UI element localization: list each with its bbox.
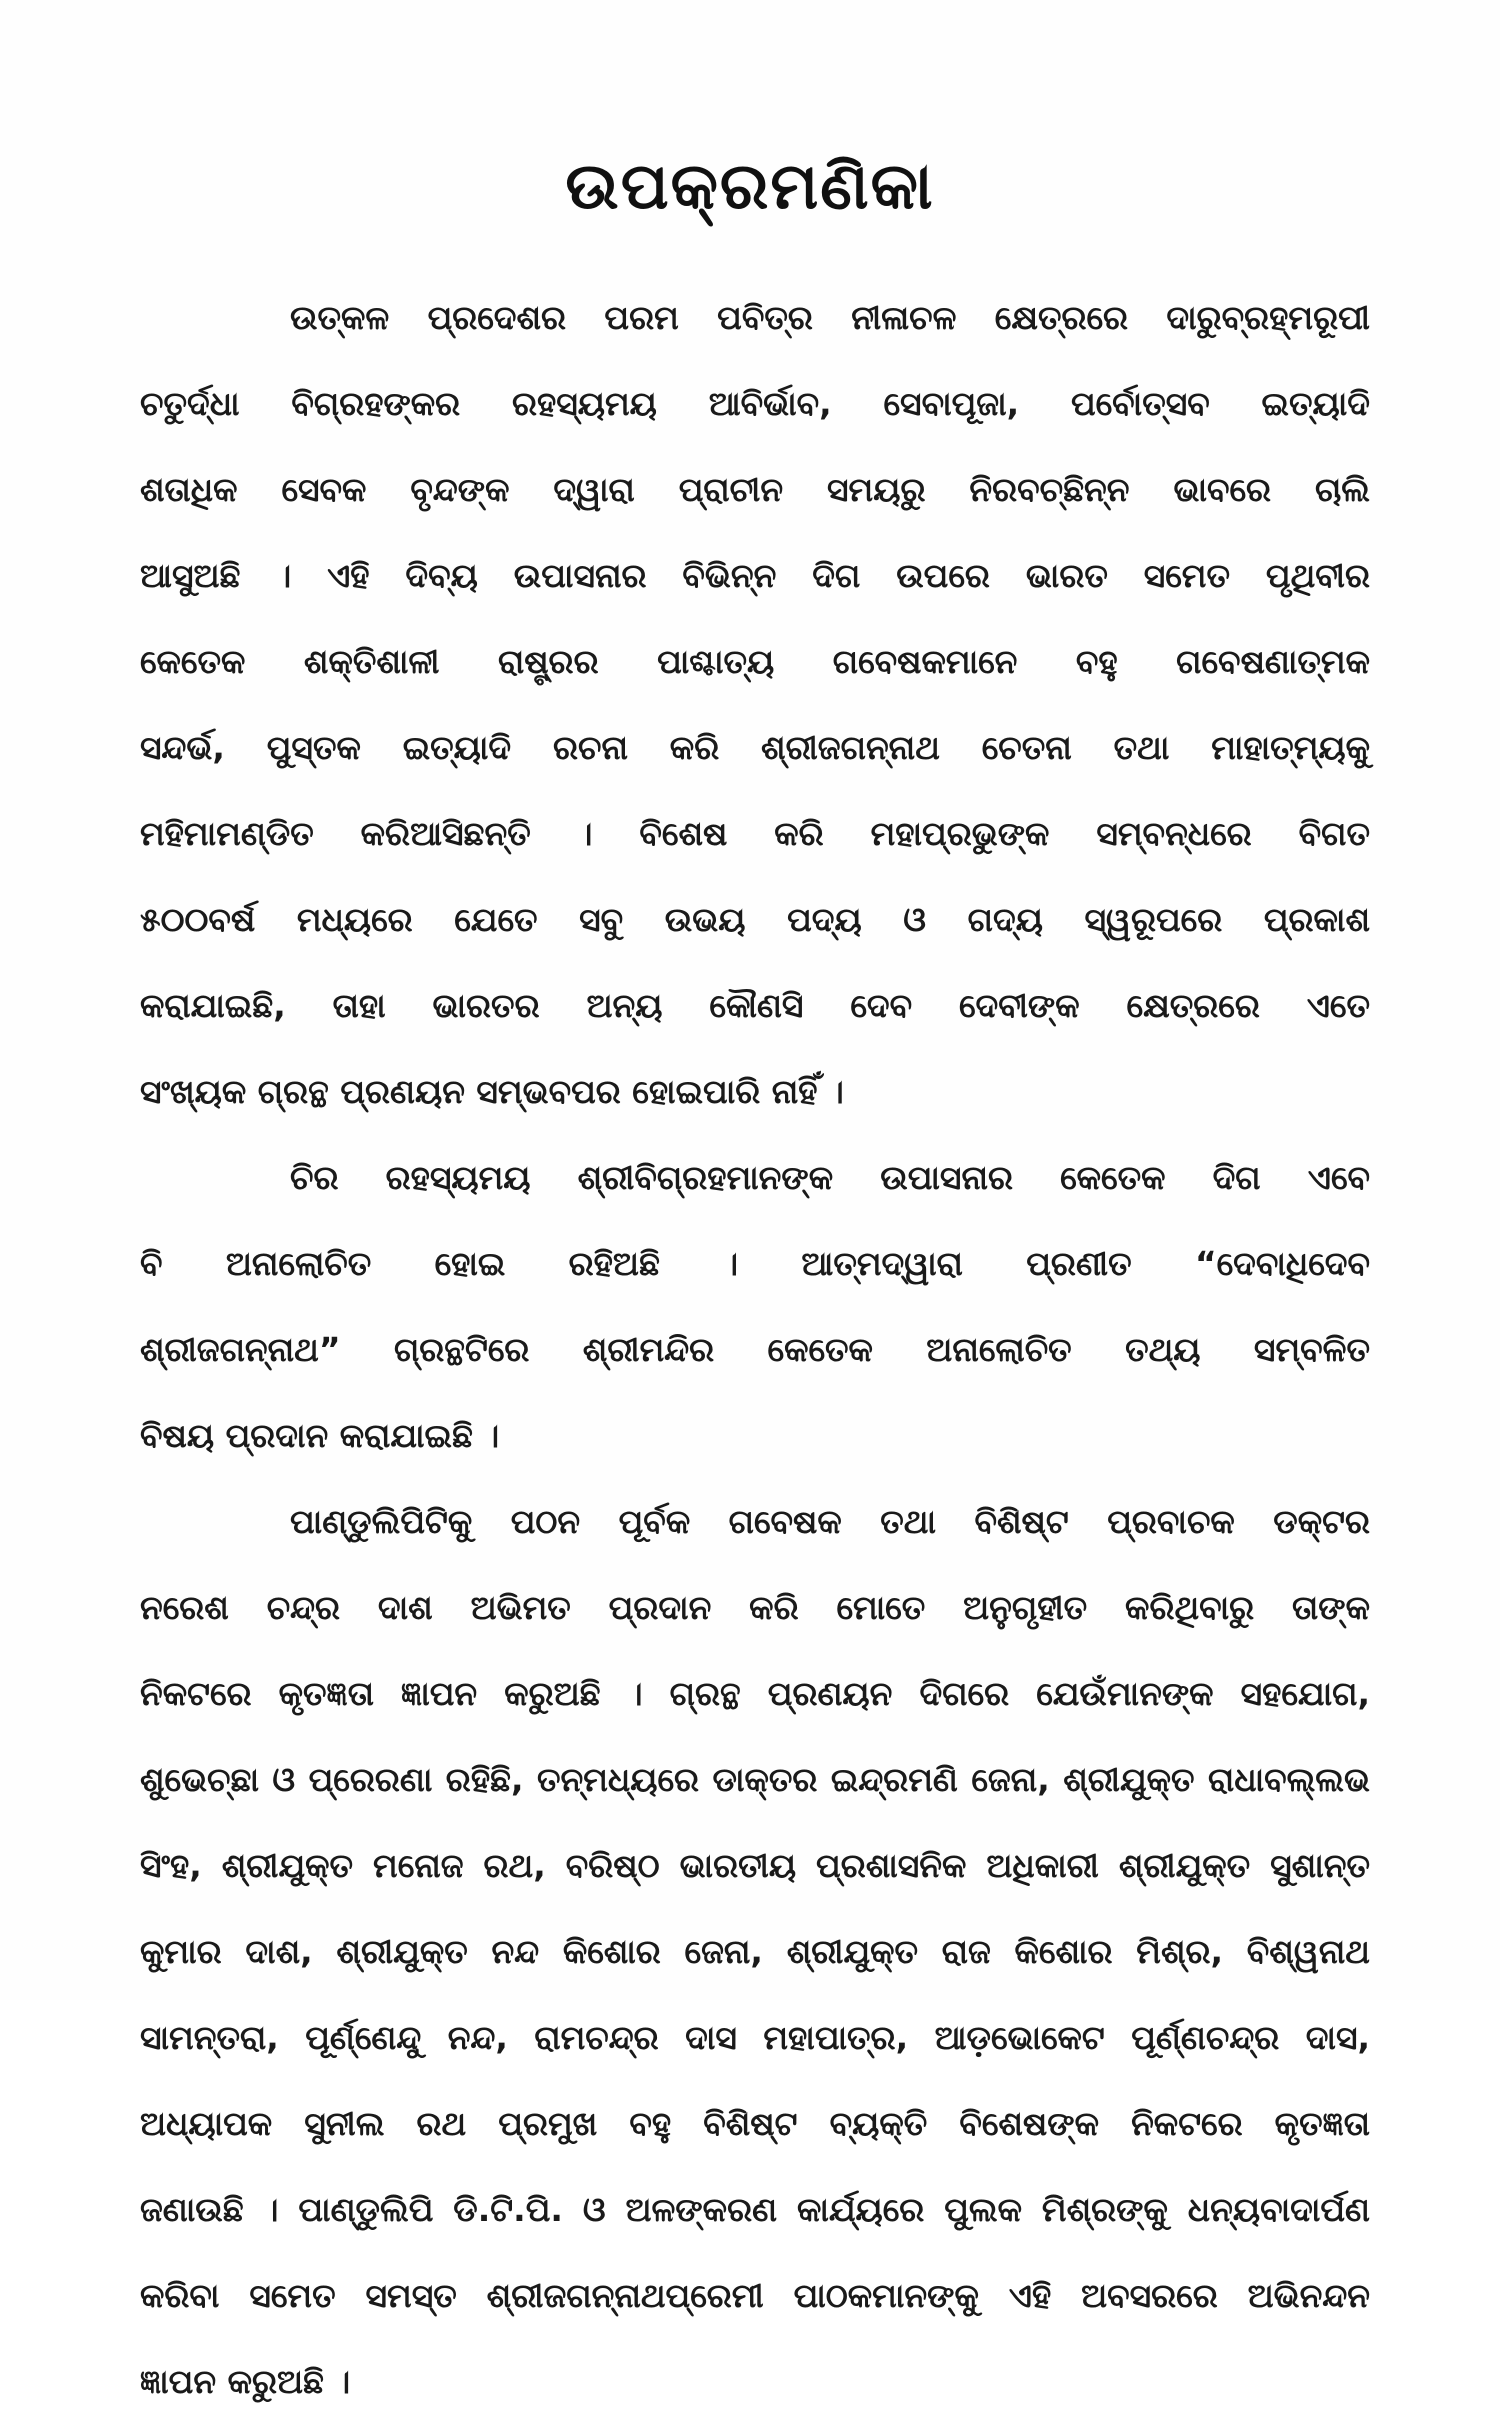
- text-line: ଅଧ୍ୟାପକ ସୁନୀଲ ରଥ ପ୍ରମୁଖ ବହୁ ବିଶିଷ୍ଟ ବ୍ୟକ୍ତି ବିଶେଷଙ୍କ ନିକଟରେ କୃତଜ୍ଞତା: [140, 2104, 1370, 2143]
- text-line: ଶ୍ରୀଜଗନ୍ନାଥ” ଗ୍ରନ୍ଥଟିରେ ଶ୍ରୀମନ୍ଦିର କେତେକ ଅନାଲୋଚିତ ତଥ୍ୟ ସମ୍ବଳିତ: [140, 1330, 1370, 1369]
- text-line: ମହିମାମଣ୍ଡିତ କରିଆସିଛନ୍ତି । ବିଶେଷ କରି ମହାପ୍ରଭୁଙ୍କ ସମ୍ବନ୍ଧରେ ବିଗତ: [140, 814, 1370, 853]
- body-text: [140, 275, 1370, 2425]
- text-line: କେତେକ ଶକ୍ତିଶାଳୀ ରାଷ୍ଟ୍ରର ପାଶ୍ଚାତ୍ୟ ଗବେଷକମାନେ ବହୁ ଗବେଷଣାତ୍ମକ: [140, 642, 1370, 681]
- text-line: ନିକଟରେ କୃତଜ୍ଞତା ଜ୍ଞାପନ କରୁଅଛି । ଗ୍ରନ୍ଥ ପ୍ରଣୟନ ଦିଗରେ ଯେଉଁମାନଙ୍କ ସହଯୋଗ,: [140, 1674, 1370, 1713]
- text-line: ଚିର ରହସ୍ୟମୟ ଶ୍ରୀବିଗ୍ରହମାନଙ୍କ ଉପାସନାର କେତେକ ଦିଗ ଏବେ: [290, 1158, 1370, 1197]
- text-line: ବି ଅନାଲୋଚିତ ହୋଇ ରହିଅଛି । ଆତ୍ମଦ୍ୱାରା ପ୍ରଣୀତ “ଦେବାଧିଦେବ: [140, 1244, 1370, 1283]
- text-line: ସିଂହ, ଶ୍ରୀଯୁକ୍ତ ମନୋଜ ରଥ, ବରିଷ୍ଠ ଭାରତୀୟ ପ୍ରଶାସନିକ ଅଧିକାରୀ ଶ୍ରୀଯୁକ୍ତ ସୁଶାନ୍ତ: [140, 1846, 1370, 1885]
- text-line: ଜ୍ଞାପନ କରୁଅଛି ।: [140, 2362, 351, 2401]
- text-line: ସନ୍ଦର୍ଭ, ପୁସ୍ତକ ଇତ୍ୟାଦି ରଚନା କରି ଶ୍ରୀଜଗନ୍ନାଥ ଚେତନା ତଥା ମାହାତ୍ମ୍ୟକୁ: [140, 728, 1370, 767]
- text-line: ଚତୁର୍ଦ୍ଧା ବିଗ୍ରହଙ୍କର ରହସ୍ୟମୟ ଆବିର୍ଭାବ, ସେବାପୂଜା, ପର୍ବୋତ୍ସବ ଇତ୍ୟାଦି: [140, 384, 1370, 423]
- text-line: ଜଣାଉଛି । ପାଣ୍ଡୁଲିପି ଡି.ଟି.ପି. ଓ ଅଳଙ୍କରଣ କାର୍ଯ୍ୟରେ ପୁଲକ ମିଶ୍ରଙ୍କୁ ଧନ୍ୟବାଦାର୍ପଣ: [140, 2190, 1370, 2229]
- text-line: ନରେଶ ଚନ୍ଦ୍ର ଦାଶ ଅଭିମତ ପ୍ରଦାନ କରି ମୋତେ ଅନୁଗୃହୀତ କରିଥିବାରୁ ତାଙ୍କ: [140, 1588, 1370, 1627]
- text-line: ଆସୁଅଛି । ଏହି ଦିବ୍ୟ ଉପାସନାର ବିଭିନ୍ନ ଦିଗ ଉପରେ ଭାରତ ସମେତ ପୃଥିବୀର: [140, 556, 1370, 595]
- text-line: ପାଣ୍ଡୁଲିପିଟିକୁ ପଠନ ପୂର୍ବକ ଗବେଷକ ତଥା ବିଶିଷ୍ଟ ପ୍ରବାଚକ ଡକ୍ଟର: [290, 1502, 1370, 1541]
- text-line: ଶତାଧିକ ସେବକ ବୃନ୍ଦଙ୍କ ଦ୍ୱାରା ପ୍ରାଚୀନ ସମୟରୁ ନିରବଚ୍ଛିନ୍ନ ଭାବରେ ଚାଲି: [140, 470, 1370, 509]
- text-line: ଶୁଭେଚ୍ଛା ଓ ପ୍ରେରଣା ରହିଛି, ତନ୍ମଧ୍ୟରେ ଡାକ୍ତର ଇନ୍ଦ୍ରମଣି ଜେନା, ଶ୍ରୀଯୁକ୍ତ ରାଧାବଲ୍ଲଭ: [140, 1760, 1370, 1799]
- text-line: ଉତ୍କଳ ପ୍ରଦେଶର ପରମ ପବିତ୍ର ନୀଳାଚଳ କ୍ଷେତ୍ରରେ ଦାରୁବ୍ରହ୍ମରୂପୀ: [290, 298, 1370, 337]
- text-line: ୫୦୦ବର୍ଷ ମଧ୍ୟରେ ଯେତେ ସବୁ ଉଭୟ ପଦ୍ୟ ଓ ଗଦ୍ୟ ସ୍ୱରୂପରେ ପ୍ରକାଶ: [140, 900, 1370, 939]
- text-line: କୁମାର ଦାଶ, ଶ୍ରୀଯୁକ୍ତ ନନ୍ଦ କିଶୋର ଜେନା, ଶ୍ରୀଯୁକ୍ତ ରାଜ କିଶୋର ମିଶ୍ର, ବିଶ୍ୱନାଥ: [140, 1932, 1370, 1971]
- text-line: କରାଯାଇଛି, ତାହା ଭାରତର ଅନ୍ୟ କୌଣସି ଦେବ ଦେବୀଙ୍କ କ୍ଷେତ୍ରରେ ଏତେ: [140, 986, 1370, 1025]
- text-line: ସଂଖ୍ୟକ ଗ୍ରନ୍ଥ ପ୍ରଣୟନ ସମ୍ଭବପର ହୋଇପାରି ନାହିଁ ।: [140, 1072, 844, 1111]
- text-line: କରିବା ସମେତ ସମସ୍ତ ଶ୍ରୀଜଗନ୍ନାଥପ୍ରେମୀ ପାଠକମାନଙ୍କୁ ଏହି ଅବସରରେ ଅଭିନନ୍ଦନ: [140, 2276, 1370, 2315]
- text-line: ବିଷୟ ପ୍ରଦାନ କରାଯାଇଛି ।: [140, 1416, 500, 1455]
- page-title: ଉପକ୍ରମଣିକା: [565, 150, 935, 224]
- text-line: ସାମନ୍ତରା, ପୂର୍ଣ୍ଣେନ୍ଦୁ ନନ୍ଦ, ରାମଚନ୍ଦ୍ର ଦାସ ମହାପାତ୍ର, ଆଡ଼ଭୋକେଟ ପୂର୍ଣ୍ଣଚନ୍ଦ୍ର ଦାସ,: [140, 2018, 1370, 2057]
